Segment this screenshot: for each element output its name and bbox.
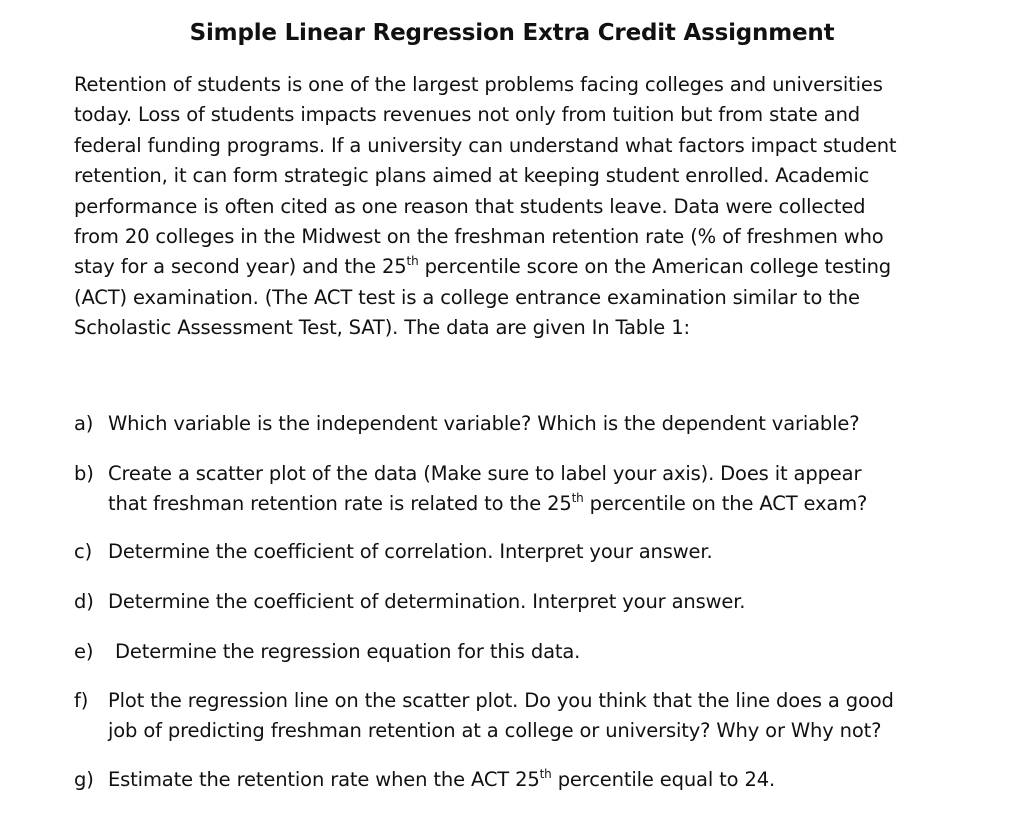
question-text bbox=[108, 686, 968, 747]
question-letter: e) bbox=[74, 640, 94, 663]
superscript: th bbox=[571, 491, 584, 506]
intro-line: from 20 colleges in the Midwest on the freshman retention rate (% of freshmen who bbox=[74, 225, 884, 249]
question-letter: a) bbox=[74, 412, 94, 435]
intro-line: federal funding programs. If a university can understand what factors impact student bbox=[74, 133, 897, 157]
question-line: Determine the regression equation for this data. bbox=[115, 640, 581, 663]
question-letter: c) bbox=[74, 540, 93, 563]
question-line: Plot the regression line on the scatter plot. Do you think that the line does a good bbox=[108, 689, 894, 712]
intro-line-text: stay for a second year) and the 25 bbox=[74, 255, 407, 279]
question-line: Determine the coefficient of determination. Interpret your answer. bbox=[108, 590, 746, 613]
intro-line: Retention of students is one of the largest problems facing colleges and universities bbox=[74, 73, 883, 96]
question-line-text: that freshman retention rate is related to the 25 bbox=[108, 492, 572, 516]
question-text bbox=[108, 537, 968, 567]
superscript: th bbox=[406, 254, 419, 269]
question-line: Create a scatter plot of the data (Make sure to label your axis). Does it appear bbox=[108, 462, 862, 485]
question-letter: b) bbox=[74, 462, 94, 485]
document-title: Simple Linear Regression Extra Credit Assignment bbox=[189, 20, 835, 46]
question-text bbox=[108, 587, 968, 617]
superscript: th bbox=[539, 767, 552, 781]
question-letter: g) bbox=[74, 768, 94, 791]
question-line bbox=[108, 489, 968, 519]
question-line-text: percentile equal to 24. bbox=[551, 768, 776, 791]
question-letter: f) bbox=[74, 689, 89, 712]
question-line: Determine the coefficient of correlation. Interpret your answer. bbox=[108, 540, 713, 563]
intro-line: (ACT) examination. (The ACT test is a college entrance examination similar to the bbox=[74, 285, 860, 309]
question-line-text: percentile on the ACT exam? bbox=[583, 492, 868, 516]
question-line-text: Estimate the retention rate when the ACT 25 bbox=[108, 768, 540, 791]
intro-line bbox=[74, 252, 954, 282]
question-line: job of predicting freshman retention at a college or university? Why or Why not? bbox=[108, 719, 882, 743]
question-text bbox=[115, 637, 975, 667]
intro-line: today. Loss of students impacts revenues not only from tuition but from state and bbox=[74, 103, 861, 127]
intro-paragraph bbox=[74, 70, 954, 344]
intro-line-text: percentile score on the American college testing bbox=[418, 255, 892, 279]
question-line: Which variable is the independent variable? Which is the dependent variable? bbox=[108, 412, 860, 435]
intro-line: retention, it can form strategic plans aimed at keeping student enrolled. Academic bbox=[74, 164, 870, 188]
question-letter: d) bbox=[74, 590, 94, 613]
question-text bbox=[108, 765, 968, 795]
question-text bbox=[108, 409, 968, 439]
intro-line: performance is often cited as one reason that students leave. Data were collected bbox=[74, 194, 866, 218]
intro-line: Scholastic Assessment Test, SAT). The data are given In Table 1: bbox=[74, 316, 690, 340]
question-text bbox=[108, 459, 968, 520]
question-line bbox=[108, 765, 968, 795]
